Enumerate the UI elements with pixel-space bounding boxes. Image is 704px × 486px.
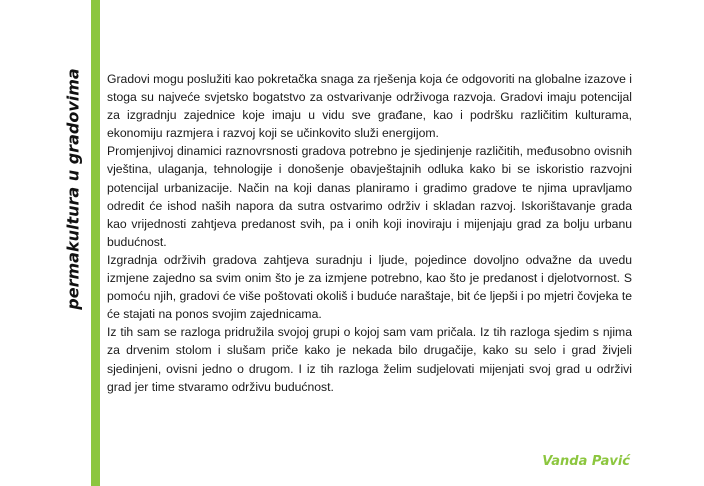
vertical-title: [62, 58, 84, 320]
accent-bar: [91, 0, 100, 486]
paragraph: Iz tih sam se razloga pridružila svojoj grupi o kojoj sam vam pričala. Iz tih razloga sjedim s njima za drvenim stolom i slušam priče kako je nekada bilo drugačije, kako su selo i grad živjeli sjedinjeni, ovisni jedno o drugom. I iz tih razloga želim sudjelovati mijenjati svoj grad u održivi grad jer time stvaramo održivu budućnost.: [107, 325, 632, 394]
paragraph: Promjenjivoj dinamici raznovrsnosti gradova potrebno je sjedinjenje različitih, međusobno ovisnih vještina, ulaganja, tehnologije i donošenje obavještajnih odluka kako bi se iskoristio razvojni potencijal urbanizacije. Način na koji danas planiramo i gradimo gradove te njima upravljamo odredit će ishod naših napora da sutra ostvarimo održiv i skladan razvoj. Iskorištavanje grada kao vrijednosti zahtjeva predanost svih, pa i onih koji inoviraju i mijenjaju grad za bolju urbanu budućnost.: [107, 144, 632, 249]
author-signature: Vanda Pavić: [542, 454, 630, 469]
vertical-title-text: permakultura u gradovima: [63, 68, 83, 310]
paragraph: Izgradnja održivih gradova zahtjeva suradnju i ljude, pojedince dovoljno odvažne da uvedu izmjene zajedno sa svim onim što je za izmjene potrebno, kao što je predanost i djelotvornost. S pomoću njih, gradovi će više poštovati okoliš i buduće naraštaje, bit će ljepši i po mjetri čovjeka te će stajati na ponos svojim zajednicama.: [107, 252, 633, 322]
paragraph: Gradovi mogu poslužiti kao pokretačka snaga za rješenja koja će odgovoriti na globalne izazove i stoga su najveće svjetsko bogatstvo za ostvarivanje održivoga razvoja. Gradovi imaju potencijal za izgradnju zajednice koje imaju u vidu sve građane, kao i podršku različitim kulturama, ekonomiju razmjera i razvoj koji se učinkovito služi energijom.: [107, 72, 632, 141]
article-body: [107, 70, 632, 396]
